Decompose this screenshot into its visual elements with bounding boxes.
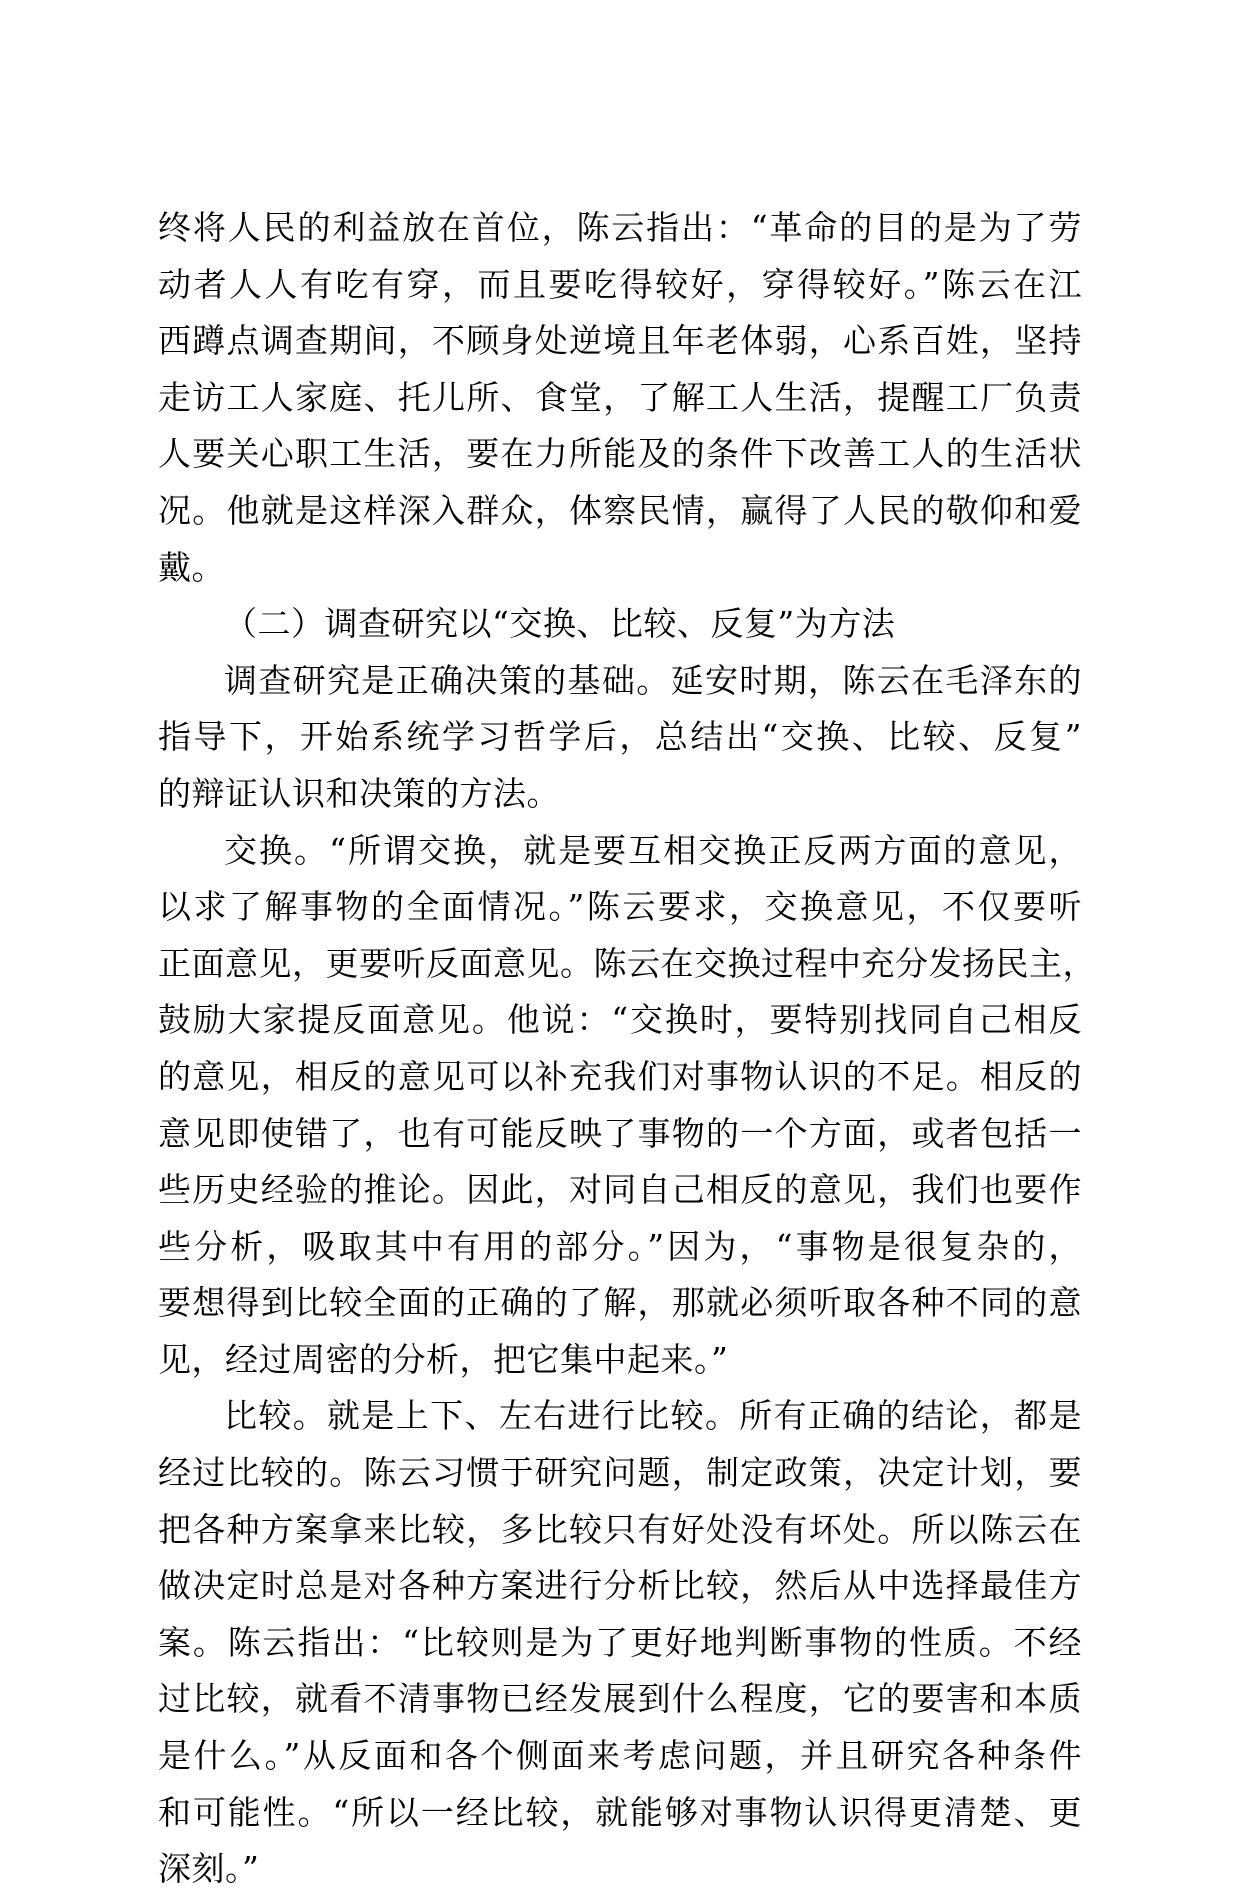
text-line-7: 戴。 (158, 547, 225, 587)
text-line-23: 经过比较的。陈云习惯于研究问题，制定政策，决定计划，要 (158, 1453, 1082, 1493)
text-line-11: 的辩证认识和决策的方法。 (158, 773, 560, 813)
text-line-4: 走访工人家庭、托儿所、食堂，了解工人生活，提醒工厂负责 (158, 377, 1082, 417)
text-line-16: 的意见，相反的意见可以补充我们对事物认识的不足。相反的 (158, 1056, 1082, 1096)
text-line-21: 见，经过周密的分析，把它集中起来。” (158, 1339, 729, 1379)
text-line-9: 调查研究是正确决策的基础。延安时期，陈云在毛泽东的 (224, 660, 1082, 700)
text-line-17: 意见即使错了，也有可能反映了事物的一个方面，或者包括一 (158, 1113, 1082, 1153)
text-line-24: 把各种方案拿来比较，多比较只有好处没有坏处。所以陈云在 (158, 1509, 1082, 1549)
body-text (158, 200, 1096, 1898)
text-line-10: 指导下，开始系统学习哲学后，总结出“交换、比较、反复” (158, 717, 1082, 757)
text-line-13: 以求了解事物的全面情况。”陈云要求，交换意见，不仅要听 (158, 887, 1082, 927)
section-heading: （二）调查研究以“交换、比较、反复”为方法 (224, 604, 896, 644)
text-line-2: 动者人人有吃有穿，而且要吃得较好，穿得较好。”陈云在江 (158, 264, 1082, 304)
text-line-15: 鼓励大家提反面意见。他说：“交换时，要特别找同自己相反 (158, 1000, 1082, 1040)
text-line-26: 案。陈云指出：“比较则是为了更好地判断事物的性质。不经 (158, 1622, 1082, 1662)
text-line-25: 做决定时总是对各种方案进行分析比较，然后从中选择最佳方 (158, 1566, 1082, 1606)
text-line-20: 要想得到比较全面的正确的了解，那就必须听取各种不同的意 (158, 1283, 1082, 1323)
text-line-19: 些分析，吸取其中有用的部分。”因为，“事物是很复杂的， (158, 1226, 1082, 1266)
text-line-12: 交换。“所谓交换，就是要互相交换正反两方面的意见， (224, 830, 1082, 870)
text-line-1: 终将人民的利益放在首位，陈云指出：“革命的目的是为了劳 (158, 208, 1082, 247)
text-line-30: 深刻。” (158, 1849, 260, 1889)
text-line-14: 正面意见，更要听反面意见。陈云在交换过程中充分发扬民主， (158, 943, 1096, 983)
text-line-18: 些历史经验的推论。因此，对同自己相反的意见，我们也要作 (158, 1170, 1082, 1210)
text-line-28: 是什么。”从反面和各个侧面来考虑问题，并且研究各种条件 (158, 1736, 1082, 1776)
text-line-29: 和可能性。“所以一经比较，就能够对事物认识得更清楚、更 (158, 1792, 1082, 1832)
text-line-6: 况。他就是这样深入群众，体察民情，赢得了人民的敬仰和爱 (158, 490, 1082, 530)
text-line-27: 过比较，就看不清事物已经发展到什么程度，它的要害和本质 (158, 1679, 1082, 1719)
text-line-22: 比较。就是上下、左右进行比较。所有正确的结论，都是 (224, 1396, 1082, 1436)
text-line-3: 西蹲点调查期间，不顾身处逆境且年老体弱，心系百姓，坚持 (158, 321, 1082, 361)
text-line-5: 人要关心职工生活，要在力所能及的条件下改善工人的生活状 (158, 434, 1082, 474)
